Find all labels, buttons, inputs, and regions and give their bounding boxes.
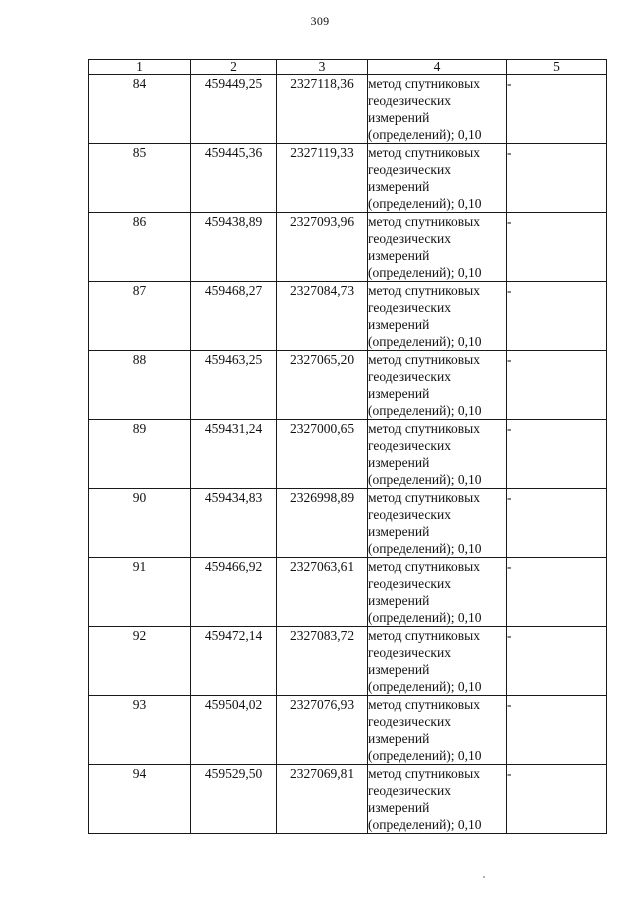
method-line: измерений bbox=[368, 524, 430, 539]
note-cell: - bbox=[507, 213, 607, 282]
x-coordinate-cell: 459472,14 bbox=[191, 627, 277, 696]
point-number-cell: 87 bbox=[89, 282, 191, 351]
point-number-cell: 88 bbox=[89, 351, 191, 420]
column-header-4: 4 bbox=[368, 60, 507, 75]
method-line: метод спутниковых bbox=[368, 421, 480, 436]
method-line: геодезических bbox=[368, 300, 451, 315]
method-line: (определений); 0,10 bbox=[368, 817, 482, 832]
y-coordinate-cell: 2327084,73 bbox=[277, 282, 368, 351]
note-cell: - bbox=[507, 489, 607, 558]
note-cell: - bbox=[507, 351, 607, 420]
method-cell bbox=[368, 420, 507, 489]
scan-artifact-dot bbox=[483, 876, 485, 878]
table-row bbox=[89, 351, 607, 420]
column-header-3: 3 bbox=[277, 60, 368, 75]
column-header-2: 2 bbox=[191, 60, 277, 75]
note-cell: - bbox=[507, 420, 607, 489]
x-coordinate-cell: 459445,36 bbox=[191, 144, 277, 213]
y-coordinate-cell: 2327076,93 bbox=[277, 696, 368, 765]
table-row bbox=[89, 489, 607, 558]
y-coordinate-cell: 2327083,72 bbox=[277, 627, 368, 696]
y-coordinate-cell: 2327063,61 bbox=[277, 558, 368, 627]
point-number-cell: 93 bbox=[89, 696, 191, 765]
method-line: измерений bbox=[368, 800, 430, 815]
x-coordinate-cell: 459438,89 bbox=[191, 213, 277, 282]
x-coordinate-cell: 459466,92 bbox=[191, 558, 277, 627]
method-line: (определений); 0,10 bbox=[368, 679, 482, 694]
method-line: измерений bbox=[368, 731, 430, 746]
method-line: (определений); 0,10 bbox=[368, 748, 482, 763]
method-line: измерений bbox=[368, 179, 430, 194]
x-coordinate-cell: 459463,25 bbox=[191, 351, 277, 420]
method-line: (определений); 0,10 bbox=[368, 472, 482, 487]
x-coordinate-cell: 459468,27 bbox=[191, 282, 277, 351]
method-line: измерений bbox=[368, 386, 430, 401]
y-coordinate-cell: 2327118,36 bbox=[277, 75, 368, 144]
y-coordinate-cell: 2327069,81 bbox=[277, 765, 368, 834]
table-row bbox=[89, 558, 607, 627]
method-line: метод спутниковых bbox=[368, 490, 480, 505]
method-line: (определений); 0,10 bbox=[368, 196, 482, 211]
point-number-cell: 90 bbox=[89, 489, 191, 558]
method-cell bbox=[368, 489, 507, 558]
y-coordinate-cell: 2327065,20 bbox=[277, 351, 368, 420]
x-coordinate-cell: 459504,02 bbox=[191, 696, 277, 765]
table-body bbox=[89, 75, 607, 834]
table-row bbox=[89, 213, 607, 282]
method-line: геодезических bbox=[368, 231, 451, 246]
method-line: метод спутниковых bbox=[368, 283, 480, 298]
point-number-cell: 84 bbox=[89, 75, 191, 144]
y-coordinate-cell: 2327000,65 bbox=[277, 420, 368, 489]
method-cell bbox=[368, 282, 507, 351]
method-line: метод спутниковых bbox=[368, 214, 480, 229]
method-line: геодезических bbox=[368, 714, 451, 729]
method-line: (определений); 0,10 bbox=[368, 403, 482, 418]
table-row bbox=[89, 75, 607, 144]
page-number: 309 bbox=[310, 14, 330, 28]
y-coordinate-cell: 2327119,33 bbox=[277, 144, 368, 213]
y-coordinate-cell: 2327093,96 bbox=[277, 213, 368, 282]
column-header-1: 1 bbox=[89, 60, 191, 75]
method-cell bbox=[368, 144, 507, 213]
note-cell: - bbox=[507, 144, 607, 213]
note-cell: - bbox=[507, 627, 607, 696]
x-coordinate-cell: 459529,50 bbox=[191, 765, 277, 834]
method-cell bbox=[368, 213, 507, 282]
method-line: измерений bbox=[368, 662, 430, 677]
note-cell: - bbox=[507, 75, 607, 144]
point-number-cell: 92 bbox=[89, 627, 191, 696]
method-line: метод спутниковых bbox=[368, 559, 480, 574]
note-cell: - bbox=[507, 765, 607, 834]
method-cell bbox=[368, 696, 507, 765]
table-row bbox=[89, 765, 607, 834]
method-cell bbox=[368, 75, 507, 144]
method-line: геодезических bbox=[368, 507, 451, 522]
method-line: метод спутниковых bbox=[368, 145, 480, 160]
point-number-cell: 94 bbox=[89, 765, 191, 834]
method-line: геодезических bbox=[368, 369, 451, 384]
method-line: измерений bbox=[368, 317, 430, 332]
method-cell bbox=[368, 558, 507, 627]
point-number-cell: 85 bbox=[89, 144, 191, 213]
method-line: (определений); 0,10 bbox=[368, 541, 482, 556]
method-line: геодезических bbox=[368, 783, 451, 798]
method-line: метод спутниковых bbox=[368, 766, 480, 781]
method-line: метод спутниковых bbox=[368, 352, 480, 367]
y-coordinate-cell: 2326998,89 bbox=[277, 489, 368, 558]
method-line: измерений bbox=[368, 455, 430, 470]
method-line: геодезических bbox=[368, 576, 451, 591]
column-header-5: 5 bbox=[507, 60, 607, 75]
table-row bbox=[89, 627, 607, 696]
x-coordinate-cell: 459434,83 bbox=[191, 489, 277, 558]
table-header-row bbox=[89, 60, 607, 75]
method-cell bbox=[368, 351, 507, 420]
x-coordinate-cell: 459449,25 bbox=[191, 75, 277, 144]
method-line: геодезических bbox=[368, 93, 451, 108]
method-line: измерений bbox=[368, 110, 430, 125]
method-line: метод спутниковых bbox=[368, 697, 480, 712]
point-number-cell: 86 bbox=[89, 213, 191, 282]
method-line: метод спутниковых bbox=[368, 628, 480, 643]
point-number-cell: 89 bbox=[89, 420, 191, 489]
table-row bbox=[89, 696, 607, 765]
table-row bbox=[89, 420, 607, 489]
method-line: измерений bbox=[368, 593, 430, 608]
method-line: (определений); 0,10 bbox=[368, 265, 482, 280]
method-line: (определений); 0,10 bbox=[368, 334, 482, 349]
method-line: (определений); 0,10 bbox=[368, 610, 482, 625]
method-cell bbox=[368, 627, 507, 696]
note-cell: - bbox=[507, 558, 607, 627]
note-cell: - bbox=[507, 282, 607, 351]
method-line: геодезических bbox=[368, 645, 451, 660]
method-line: геодезических bbox=[368, 438, 451, 453]
method-line: (определений); 0,10 bbox=[368, 127, 482, 142]
table-row bbox=[89, 144, 607, 213]
point-number-cell: 91 bbox=[89, 558, 191, 627]
x-coordinate-cell: 459431,24 bbox=[191, 420, 277, 489]
method-line: метод спутниковых bbox=[368, 76, 480, 91]
table-row bbox=[89, 282, 607, 351]
coordinates-table bbox=[88, 59, 607, 834]
method-cell bbox=[368, 765, 507, 834]
note-cell: - bbox=[507, 696, 607, 765]
method-line: геодезических bbox=[368, 162, 451, 177]
method-line: измерений bbox=[368, 248, 430, 263]
